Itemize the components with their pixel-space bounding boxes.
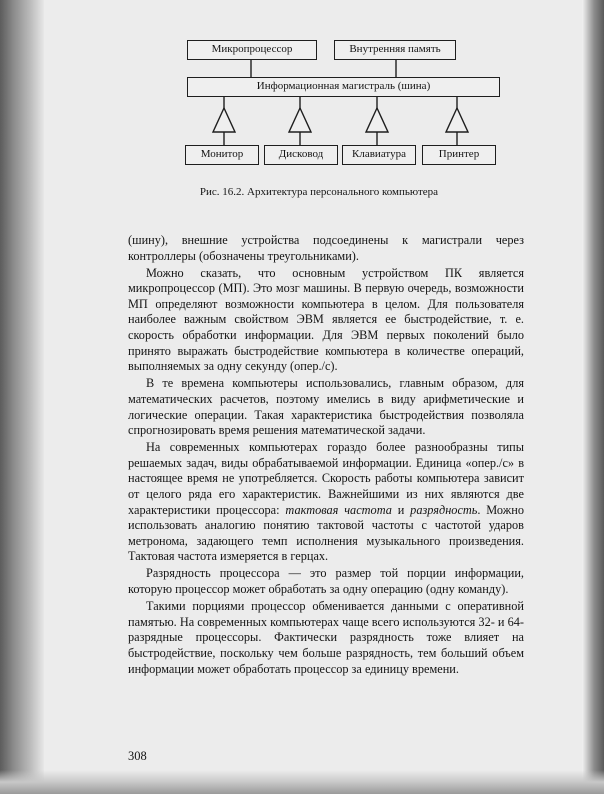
controller-triangle-drive bbox=[289, 108, 311, 132]
paragraph-2: Можно сказать, что основным устройством ПК является микропроцессор (МП). Это мозг машины. В первую очередь, возможности МП определяют возможности компьютера в целом. Для пользователя наиболее важным свойством ЭВМ является ее быстродействие, т. е. скорость обработки информации. Для ЭВМ первых поколений было принято выражать быстродействие компьютера в количестве операций, выполняемых за одну секунду (опер./с). bbox=[128, 265, 524, 374]
internal-memory-box: Внутренняя память bbox=[334, 40, 456, 60]
figure-caption: Рис. 16.2. Архитектура персонального компьютера bbox=[199, 186, 439, 198]
scan-shadow-left bbox=[0, 0, 44, 794]
controller-triangle-monitor bbox=[213, 108, 235, 132]
paragraph-4 bbox=[128, 440, 524, 565]
paragraph-1: (шину), внешние устройства подсоединены к магистрали через контроллеры (обозначены треугольниками). bbox=[128, 233, 524, 263]
term-clock-frequency: тактовая частота bbox=[285, 502, 392, 517]
paragraph-4-mid: и bbox=[391, 502, 411, 517]
paragraph-6: Такими порциями процессор обменивается данными с оперативной памятью. На современных компьютерах чаще всего используются 32- и 64-разрядные процессоры. Фактически разрядность тоже влияет на быстродействие, поскольку чем больше разрядность, тем больший объем информации может обработать процессор за единицу времени. bbox=[128, 599, 524, 676]
microprocessor-box: Микропроцессор bbox=[187, 40, 317, 60]
information-bus-box: Информационная магистраль (шина) bbox=[187, 77, 500, 97]
scan-shadow-bottom bbox=[0, 770, 604, 794]
keyboard-box: Клавиатура bbox=[342, 145, 416, 165]
architecture-diagram bbox=[44, 0, 582, 185]
body-text bbox=[128, 233, 524, 679]
book-page bbox=[44, 0, 582, 794]
paragraph-4-before: На современных компьютерах гораздо более разнообразны типы решаемых задач, виды обрабатываемой информации. Единица «опер./с» в настоящее время не употребляется. Скорость работы компьютера зависит от целого ряда его характеристик. Важнейшими из них являются две характеристики процессора: bbox=[128, 440, 524, 517]
controller-triangle-printer bbox=[446, 108, 468, 132]
monitor-box: Монитор bbox=[185, 145, 259, 165]
drive-box: Дисковод bbox=[264, 145, 338, 165]
paragraph-4-after: . Можно использовать аналогию понятию тактовой частоты с частотой ударов метронома, задающего темп исполнения музыкального произведения. Тактовая частота измеряется в герцах. bbox=[128, 502, 524, 564]
paragraph-3: В те времена компьютеры использовались, главным образом, для математических расчетов, поэтому имелись в виду арифметические и логические операции. Такая характеристика быстродействия позволяла спрогнозировать время решения математической задачи. bbox=[128, 376, 524, 438]
paragraph-5: Разрядность процессора — это размер той порции информации, которую процессор может обработать за одну операцию (одну команду). bbox=[128, 566, 524, 597]
page-number: 308 bbox=[128, 749, 147, 763]
scan-shadow-right bbox=[582, 0, 604, 794]
term-bit-width: разрядность bbox=[410, 502, 478, 517]
controller-triangle-keyboard bbox=[366, 108, 388, 132]
printer-box: Принтер bbox=[422, 145, 496, 165]
